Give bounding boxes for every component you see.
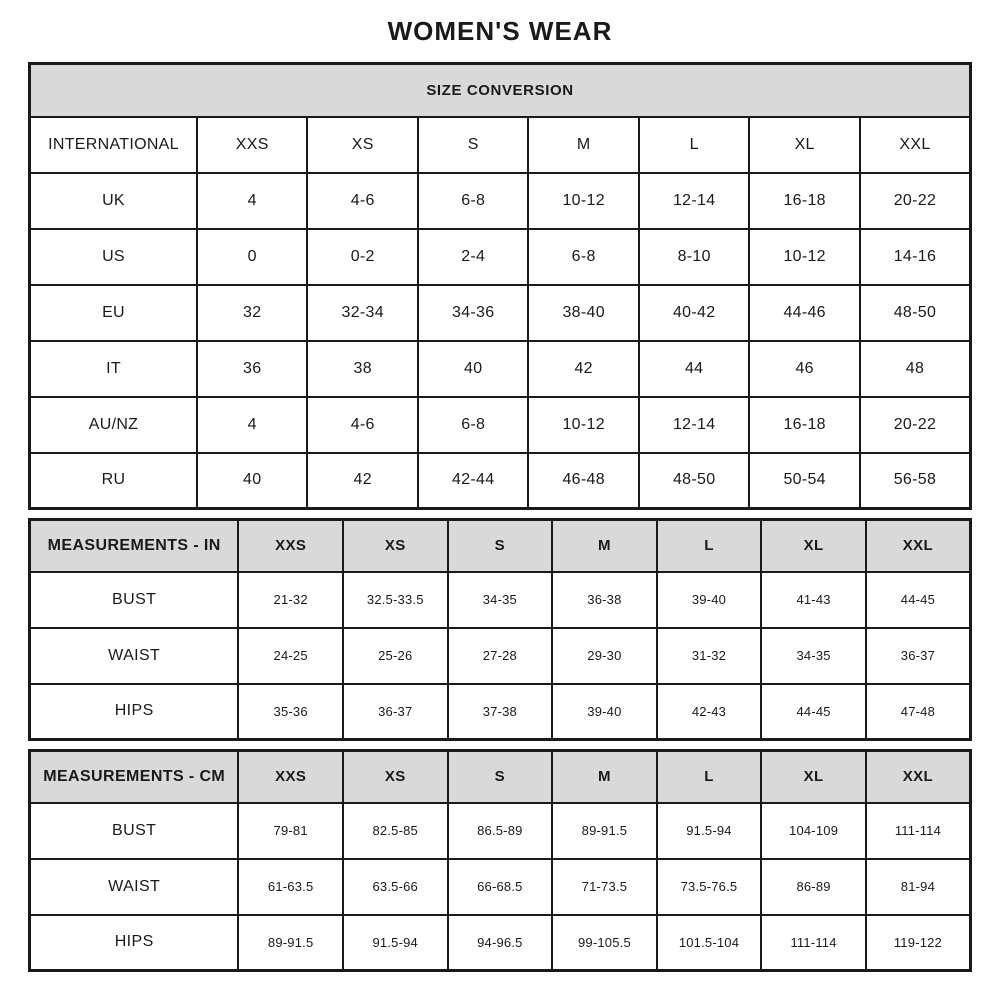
table-cell: 21-32 (238, 572, 343, 628)
table-cell: 39-40 (657, 572, 762, 628)
table-cell: 86-89 (761, 859, 866, 915)
table-cell: 10-12 (528, 173, 638, 229)
table-cell: 32-34 (307, 285, 417, 341)
table-cell: 10-12 (749, 229, 859, 285)
table-cell: 36-37 (866, 628, 971, 684)
size-column-header: XL (761, 520, 866, 572)
size-column-header: S (448, 520, 553, 572)
table-cell: 47-48 (866, 684, 971, 740)
table-cell: 35-36 (238, 684, 343, 740)
row-label: AU/NZ (30, 397, 198, 453)
table-cell: 31-32 (657, 628, 762, 684)
table-cell: 6-8 (528, 229, 638, 285)
table-cell: 14-16 (860, 229, 971, 285)
table-row (30, 628, 971, 684)
measurements-in-body (30, 572, 971, 740)
row-label: US (30, 229, 198, 285)
table-cell: 91.5-94 (657, 803, 762, 859)
table-cell: 27-28 (448, 628, 553, 684)
table-cell: S (418, 117, 528, 173)
table-cell: 40 (197, 453, 307, 509)
table-cell: 20-22 (860, 173, 971, 229)
measurements-in-header-row (30, 520, 971, 572)
table-cell: 32.5-33.5 (343, 572, 448, 628)
table-row (30, 285, 971, 341)
row-label: WAIST (30, 859, 239, 915)
measurements-cm-body (30, 803, 971, 971)
table-cell: 46-48 (528, 453, 638, 509)
table-cell: 44-45 (761, 684, 866, 740)
table-cell: 36-37 (343, 684, 448, 740)
table-cell: 0 (197, 229, 307, 285)
size-column-header: XL (761, 751, 866, 803)
measurements-in-table (28, 518, 972, 741)
table-cell: 99-105.5 (552, 915, 657, 971)
table-cell: 36-38 (552, 572, 657, 628)
table-cell: 42-43 (657, 684, 762, 740)
table-cell: 61-63.5 (238, 859, 343, 915)
table-cell: 6-8 (418, 173, 528, 229)
size-column-header: XS (343, 520, 448, 572)
table-cell: 10-12 (528, 397, 638, 453)
row-label: INTERNATIONAL (30, 117, 198, 173)
table-cell: 81-94 (866, 859, 971, 915)
table-cell: 66-68.5 (448, 859, 553, 915)
table-cell: 48-50 (860, 285, 971, 341)
table-cell: XXL (860, 117, 971, 173)
table-cell: 46 (749, 341, 859, 397)
table-cell: 4 (197, 173, 307, 229)
table-cell: 89-91.5 (238, 915, 343, 971)
size-conversion-table (28, 62, 972, 510)
table-cell: 12-14 (639, 397, 749, 453)
size-conversion-header: SIZE CONVERSION (30, 64, 971, 117)
table-cell: 4-6 (307, 173, 417, 229)
size-column-header: M (552, 751, 657, 803)
table-cell: 44-46 (749, 285, 859, 341)
table-cell: 44 (639, 341, 749, 397)
size-chart-page (28, 16, 972, 972)
table-row (30, 684, 971, 740)
size-column-header: XXS (238, 520, 343, 572)
table-row (30, 453, 971, 509)
table-cell: 119-122 (866, 915, 971, 971)
table-cell: 71-73.5 (552, 859, 657, 915)
table-cell: 25-26 (343, 628, 448, 684)
measurements-cm-header-row (30, 751, 971, 803)
row-label: BUST (30, 572, 239, 628)
size-column-header: XS (343, 751, 448, 803)
row-label: IT (30, 341, 198, 397)
table-cell: L (639, 117, 749, 173)
size-column-header: S (448, 751, 553, 803)
table-cell: 0-2 (307, 229, 417, 285)
table-cell: 44-45 (866, 572, 971, 628)
size-column-header: M (552, 520, 657, 572)
table-row (30, 229, 971, 285)
table-cell: 32 (197, 285, 307, 341)
measurements-cm-table (28, 749, 972, 972)
table-cell: 63.5-66 (343, 859, 448, 915)
table-cell: XL (749, 117, 859, 173)
row-label: WAIST (30, 628, 239, 684)
table-cell: 4-6 (307, 397, 417, 453)
size-column-header: L (657, 751, 762, 803)
table-cell: 39-40 (552, 684, 657, 740)
table-row (30, 915, 971, 971)
size-column-header: L (657, 520, 762, 572)
measurements-header-label: MEASUREMENTS - IN (30, 520, 239, 572)
table-cell: 86.5-89 (448, 803, 553, 859)
table-cell: 38 (307, 341, 417, 397)
table-cell: 91.5-94 (343, 915, 448, 971)
table-cell: 94-96.5 (448, 915, 553, 971)
table-cell: XS (307, 117, 417, 173)
table-cell: 42 (307, 453, 417, 509)
table-cell: 73.5-76.5 (657, 859, 762, 915)
table-row (30, 341, 971, 397)
row-label: HIPS (30, 684, 239, 740)
table-cell: 41-43 (761, 572, 866, 628)
table-cell: 42 (528, 341, 638, 397)
table-cell: 42-44 (418, 453, 528, 509)
table-row (30, 397, 971, 453)
size-conversion-header-row (30, 64, 971, 117)
table-cell: 104-109 (761, 803, 866, 859)
page-title: WOMEN'S WEAR (387, 16, 613, 46)
table-cell: 16-18 (749, 397, 859, 453)
table-cell: 24-25 (238, 628, 343, 684)
table-cell: 111-114 (866, 803, 971, 859)
size-column-header: XXL (866, 751, 971, 803)
table-cell: 20-22 (860, 397, 971, 453)
table-cell: 56-58 (860, 453, 971, 509)
table-cell: 101.5-104 (657, 915, 762, 971)
table-cell: 48-50 (639, 453, 749, 509)
table-cell: 40 (418, 341, 528, 397)
table-cell: 111-114 (761, 915, 866, 971)
table-cell: 8-10 (639, 229, 749, 285)
table-cell: 34-35 (761, 628, 866, 684)
row-label: HIPS (30, 915, 239, 971)
row-label: RU (30, 453, 198, 509)
table-row (30, 572, 971, 628)
table-cell: 37-38 (448, 684, 553, 740)
row-label: EU (30, 285, 198, 341)
table-row (30, 117, 971, 173)
row-label: UK (30, 173, 198, 229)
table-row (30, 859, 971, 915)
table-cell: 79-81 (238, 803, 343, 859)
size-column-header: XXL (866, 520, 971, 572)
size-column-header: XXS (238, 751, 343, 803)
table-cell: 36 (197, 341, 307, 397)
table-row (30, 173, 971, 229)
table-cell: 12-14 (639, 173, 749, 229)
table-cell: 48 (860, 341, 971, 397)
table-cell: 29-30 (552, 628, 657, 684)
table-cell: 34-35 (448, 572, 553, 628)
row-label: BUST (30, 803, 239, 859)
table-cell: 16-18 (749, 173, 859, 229)
table-cell: XXS (197, 117, 307, 173)
table-cell: 2-4 (418, 229, 528, 285)
table-cell: 82.5-85 (343, 803, 448, 859)
table-cell: 6-8 (418, 397, 528, 453)
table-cell: 34-36 (418, 285, 528, 341)
table-cell: 50-54 (749, 453, 859, 509)
table-row (30, 803, 971, 859)
table-cell: 38-40 (528, 285, 638, 341)
table-cell: M (528, 117, 638, 173)
table-cell: 40-42 (639, 285, 749, 341)
measurements-header-label: MEASUREMENTS - CM (30, 751, 239, 803)
table-cell: 4 (197, 397, 307, 453)
table-cell: 89-91.5 (552, 803, 657, 859)
size-conversion-body (30, 117, 971, 509)
